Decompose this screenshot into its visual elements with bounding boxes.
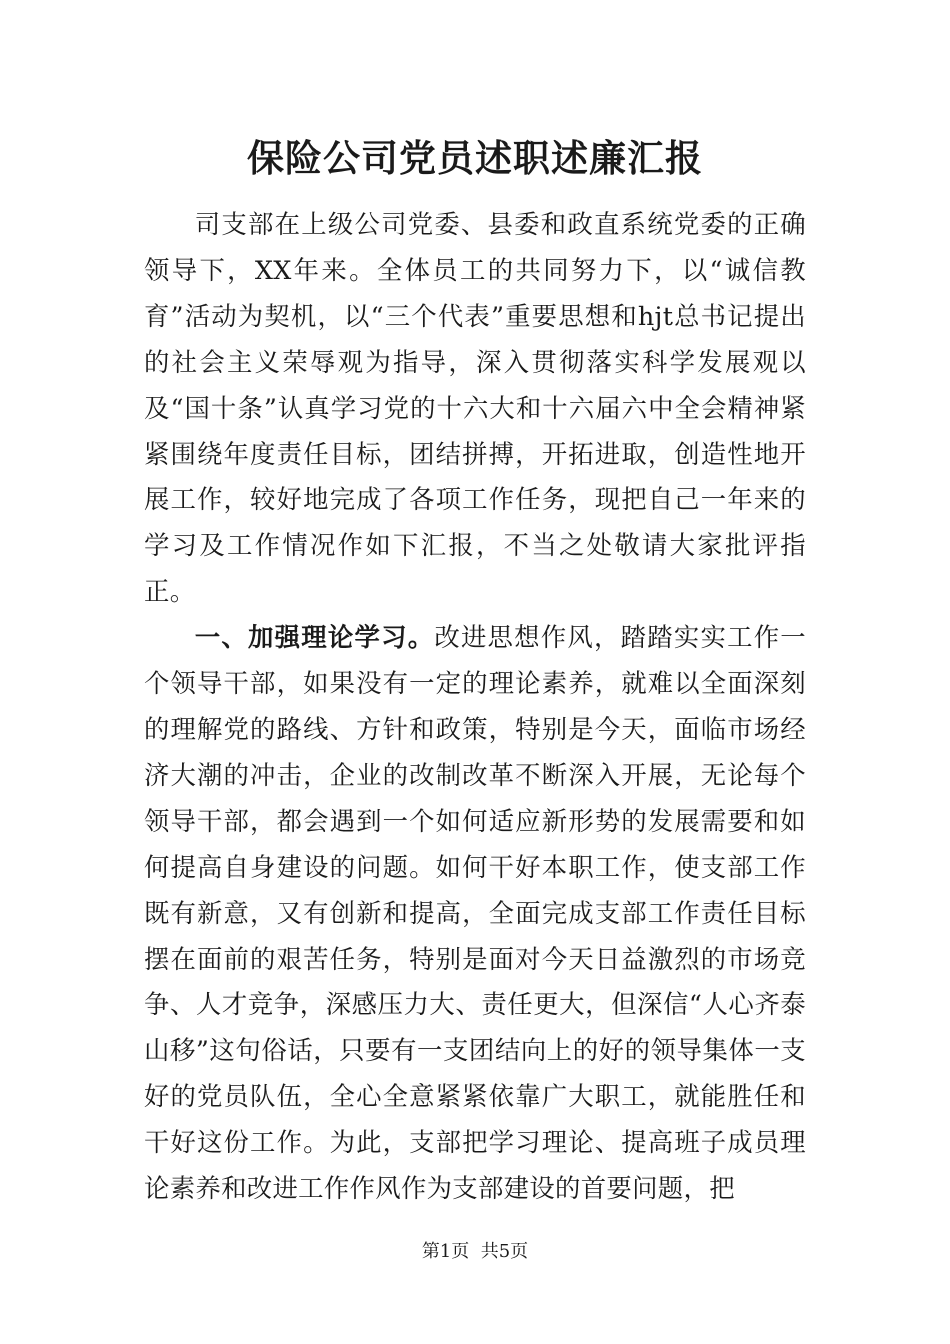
paragraph-text: 改进思想作风，踏踏实实工作一个领导干部，如果没有一定的理论素养，就难以全面深刻的理解党的路线、方针和政策，特别是今天，面临市场经济大潮的冲击，企业的改制改革不断深入开展，无论每个领导干部，都会遇到一个如何适应新形势的发展需要和如何提高自身建设的问题。如何干好本职工作，使支部工作既有新意，又有创新和提高，全面完成支部工作责任目标摆在面前的艰苦任务，特别是面对今天日益激烈的市场竞争、人才竞争，深感压力大、责任更大，但深信“人心齐泰山移”这句俗话，只要有一支团结向上的好的领导集体一支好的党员队伍，全心全意紧紧依靠广大职工，就能胜任和干好这份工作。为此，支部把学习理论、提高班子成员理论素养和改进工作作风作为支部建设的首要问题，把 xyxy=(144,622,806,1204)
page-number: 第1页 xyxy=(421,1241,470,1262)
document-body xyxy=(144,202,806,1212)
page-total: 共5页 xyxy=(480,1241,529,1262)
paragraph-intro xyxy=(144,202,806,615)
footer-spacer xyxy=(469,1241,480,1262)
paragraph-section-1 xyxy=(144,615,806,1212)
section-heading: 一、加强理论学习。 xyxy=(194,622,435,653)
paragraph-text: 司支部在上级公司党委、县委和政直系统党委的正确领导下，XX年来。全体员工的共同努力下，以“诚信教育”活动为契机，以“三个代表”重要思想和hjt总书记提出的社会主义荣辱观为指导，深入贯彻落实科学发展观以及“国十条”认真学习党的十六大和十六届六中全会精神紧紧围绕年度责任目标，团结拼搏，开拓进取，创造性地开展工作，较好地完成了各项工作任务，现把自己一年来的学习及工作情况作如下汇报，不当之处敬请大家批评指正。 xyxy=(144,209,806,607)
document-title: 保险公司党员述职述廉汇报 xyxy=(247,136,703,180)
page-footer xyxy=(0,1240,950,1264)
